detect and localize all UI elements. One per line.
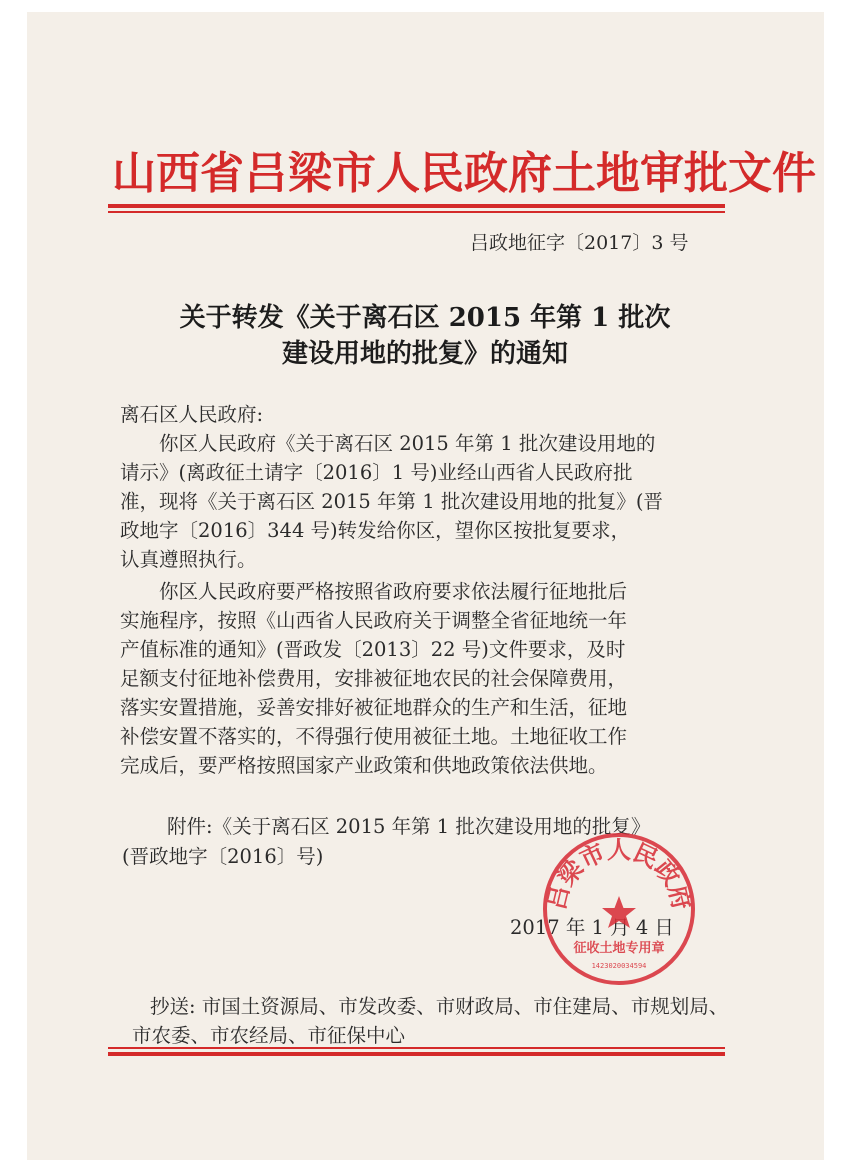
- para1-line: 你区人民政府《关于离石区 2015 年第 1 批次建设用地的: [159, 432, 656, 455]
- para1-line: 准，现将《关于离石区 2015 年第 1 批次建设用地的批复》(晋: [120, 490, 663, 513]
- seal-star-icon: [602, 896, 636, 928]
- para2-line: 产值标准的通知》(晋政发〔2013〕22 号)文件要求，及时: [120, 638, 626, 661]
- para2-line: 补偿安置不落实的，不得强行使用被征土地。土地征收工作: [120, 725, 628, 748]
- para1-line: 政地字〔2016〕344 号)转发给你区，望你区按批复要求，: [120, 519, 631, 542]
- header-rule-thin: [108, 211, 725, 213]
- title-line-2: 建设用地的批复》的通知: [281, 339, 568, 369]
- attachment-line: (晋政地字〔2016〕号): [122, 845, 324, 868]
- para2-line: 你区人民政府要严格按照省政府要求依法履行征地批后: [159, 580, 628, 603]
- seal-top-text: 吕梁市人民政府: [541, 835, 697, 913]
- official-seal: [540, 830, 698, 988]
- para2-line: 实施程序，按照《山西省人民政府关于调整全省征地统一年: [120, 609, 628, 632]
- header-title: 山西省吕梁市人民政府土地审批文件: [112, 148, 816, 199]
- cc-line: 市农委、市农经局、市征保中心: [132, 1024, 406, 1047]
- para2-line: 落实安置措施，妥善安排好被征地群众的生产和生活，征地: [120, 696, 628, 719]
- para2-line: 足额支付征地补偿费用，安排被征地农民的社会保障费用，: [120, 667, 628, 690]
- para1-line: 请示》(离政征土请字〔2016〕1 号)业经山西省人民政府批: [120, 461, 633, 484]
- title-line-1: 关于转发《关于离石区 2015 年第 1 批次: [179, 303, 671, 333]
- header-rule-thick: [108, 204, 725, 208]
- para1-line: 认真遵照执行。: [120, 548, 257, 571]
- cc-line: 抄送: 市国土资源局、市发改委、市财政局、市住建局、市规划局、: [150, 995, 729, 1018]
- para2-line: 完成后，要严格按照国家产业政策和供地政策依法供地。: [120, 754, 608, 777]
- footer-rule-thin: [108, 1047, 725, 1049]
- footer-rule-thick: [108, 1052, 725, 1056]
- seal-number: 1423020034594: [591, 962, 647, 970]
- doc-number: 吕政地征字〔2017〕3 号: [470, 232, 689, 254]
- seal-bottom-text: 征收土地专用章: [573, 941, 665, 956]
- salutation: 离石区人民政府:: [120, 403, 264, 426]
- issue-date: 2017 年 1 月 4 日: [510, 916, 674, 939]
- attachment-line: 附件:《关于离石区 2015 年第 1 批次建设用地的批复》: [167, 815, 651, 838]
